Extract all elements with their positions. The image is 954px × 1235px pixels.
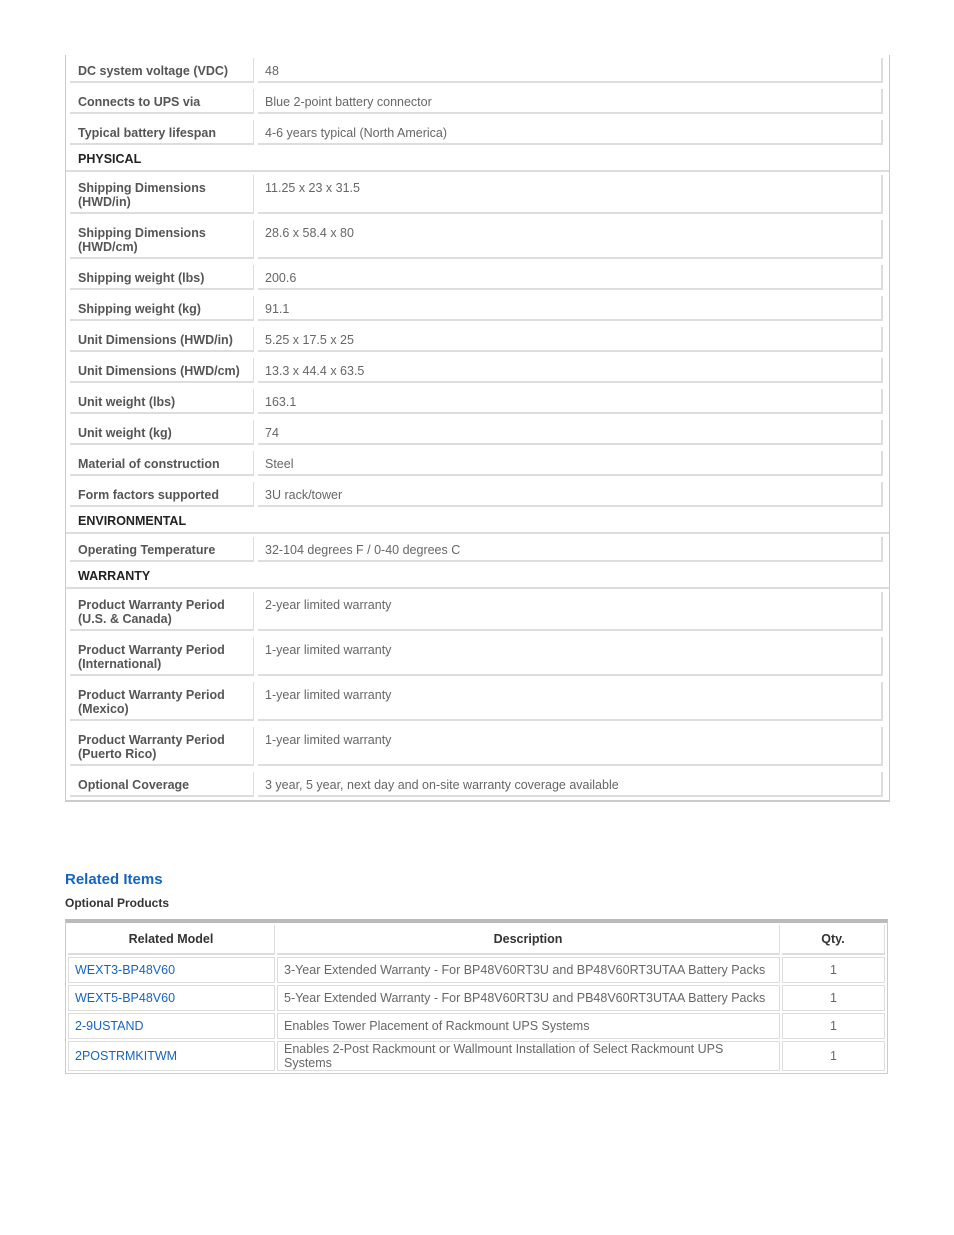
spec-row — [66, 262, 889, 293]
spec-row — [66, 293, 889, 324]
spec-label: Typical battery lifespan — [70, 120, 254, 145]
spec-row — [66, 769, 889, 800]
spec-value: 2-year limited warranty — [258, 592, 883, 631]
spec-label: Shipping Dimensions (HWD/cm) — [70, 220, 254, 259]
spec-value: 3U rack/tower — [258, 482, 883, 507]
spec-value: 28.6 x 58.4 x 80 — [258, 220, 883, 259]
col-header-description: Description — [277, 925, 780, 955]
spec-row — [66, 217, 889, 262]
section-heading: WARRANTY — [66, 565, 889, 589]
specifications-table — [65, 55, 890, 802]
related-qty: 1 — [782, 1041, 885, 1071]
related-table-header-row — [68, 925, 885, 955]
spec-row — [66, 589, 889, 634]
spec-value: 163.1 — [258, 389, 883, 414]
related-items-heading: Related Items — [65, 871, 163, 888]
spec-label: Product Warranty Period (Puerto Rico) — [70, 727, 254, 766]
spec-label: Shipping weight (lbs) — [70, 265, 254, 290]
related-qty: 1 — [782, 957, 885, 983]
section-heading: ENVIRONMENTAL — [66, 510, 889, 534]
spec-row — [66, 417, 889, 448]
spec-row — [66, 86, 889, 117]
spec-label: Material of construction — [70, 451, 254, 476]
col-header-model: Related Model — [68, 925, 275, 955]
spec-value: Steel — [258, 451, 883, 476]
table-row — [68, 957, 885, 983]
spec-value: 4-6 years typical (North America) — [258, 120, 883, 145]
spec-row — [66, 172, 889, 217]
spec-label: Unit Dimensions (HWD/cm) — [70, 358, 254, 383]
related-qty: 1 — [782, 985, 885, 1011]
spec-row — [66, 448, 889, 479]
spec-value: Blue 2-point battery connector — [258, 89, 883, 114]
table-row — [68, 985, 885, 1011]
related-description: 5-Year Extended Warranty - For BP48V60RT3U and PB48V60RT3UTAA Battery Packs — [277, 985, 780, 1011]
spec-label: Product Warranty Period (Mexico) — [70, 682, 254, 721]
related-description: Enables 2-Post Rackmount or Wallmount Installation of Select Rackmount UPS Systems — [277, 1041, 780, 1071]
spec-row — [66, 386, 889, 417]
spec-value: 11.25 x 23 x 31.5 — [258, 175, 883, 214]
spec-row — [66, 479, 889, 510]
table-row — [68, 1041, 885, 1071]
spec-value: 13.3 x 44.4 x 63.5 — [258, 358, 883, 383]
spec-row — [66, 117, 889, 148]
related-products-table — [65, 919, 888, 1074]
spec-row — [66, 55, 889, 86]
spec-row — [66, 324, 889, 355]
spec-value: 1-year limited warranty — [258, 682, 883, 721]
spec-value: 3 year, 5 year, next day and on-site warranty coverage available — [258, 772, 883, 797]
related-model-link[interactable]: WEXT3-BP48V60 — [68, 957, 275, 983]
spec-value: 74 — [258, 420, 883, 445]
related-model-link[interactable]: WEXT5-BP48V60 — [68, 985, 275, 1011]
spec-value: 32-104 degrees F / 0-40 degrees C — [258, 537, 883, 562]
spec-label: Product Warranty Period (International) — [70, 637, 254, 676]
related-qty: 1 — [782, 1013, 885, 1039]
spec-row — [66, 634, 889, 679]
spec-label: Form factors supported — [70, 482, 254, 507]
spec-value: 48 — [258, 58, 883, 83]
spec-value: 200.6 — [258, 265, 883, 290]
related-description: Enables Tower Placement of Rackmount UPS Systems — [277, 1013, 780, 1039]
spec-row — [66, 724, 889, 769]
related-description: 3-Year Extended Warranty - For BP48V60RT3U and BP48V60RT3UTAA Battery Packs — [277, 957, 780, 983]
spec-label: DC system voltage (VDC) — [70, 58, 254, 83]
col-header-qty: Qty. — [782, 925, 885, 955]
spec-label: Shipping weight (kg) — [70, 296, 254, 321]
section-heading: PHYSICAL — [66, 148, 889, 172]
spec-label: Operating Temperature — [70, 537, 254, 562]
spec-label: Unit weight (lbs) — [70, 389, 254, 414]
spec-value: 91.1 — [258, 296, 883, 321]
optional-products-subheading: Optional Products — [65, 896, 170, 910]
spec-value: 1-year limited warranty — [258, 637, 883, 676]
spec-label: Optional Coverage — [70, 772, 254, 797]
table-row — [68, 1013, 885, 1039]
spec-value: 5.25 x 17.5 x 25 — [258, 327, 883, 352]
spec-label: Shipping Dimensions (HWD/in) — [70, 175, 254, 214]
spec-row — [66, 355, 889, 386]
spec-label: Unit weight (kg) — [70, 420, 254, 445]
related-model-link[interactable]: 2POSTRMKITWM — [68, 1041, 275, 1071]
spec-label: Product Warranty Period (U.S. & Canada) — [70, 592, 254, 631]
spec-value: 1-year limited warranty — [258, 727, 883, 766]
spec-label: Unit Dimensions (HWD/in) — [70, 327, 254, 352]
related-model-link[interactable]: 2-9USTAND — [68, 1013, 275, 1039]
spec-row — [66, 679, 889, 724]
spec-label: Connects to UPS via — [70, 89, 254, 114]
spec-row — [66, 534, 889, 565]
